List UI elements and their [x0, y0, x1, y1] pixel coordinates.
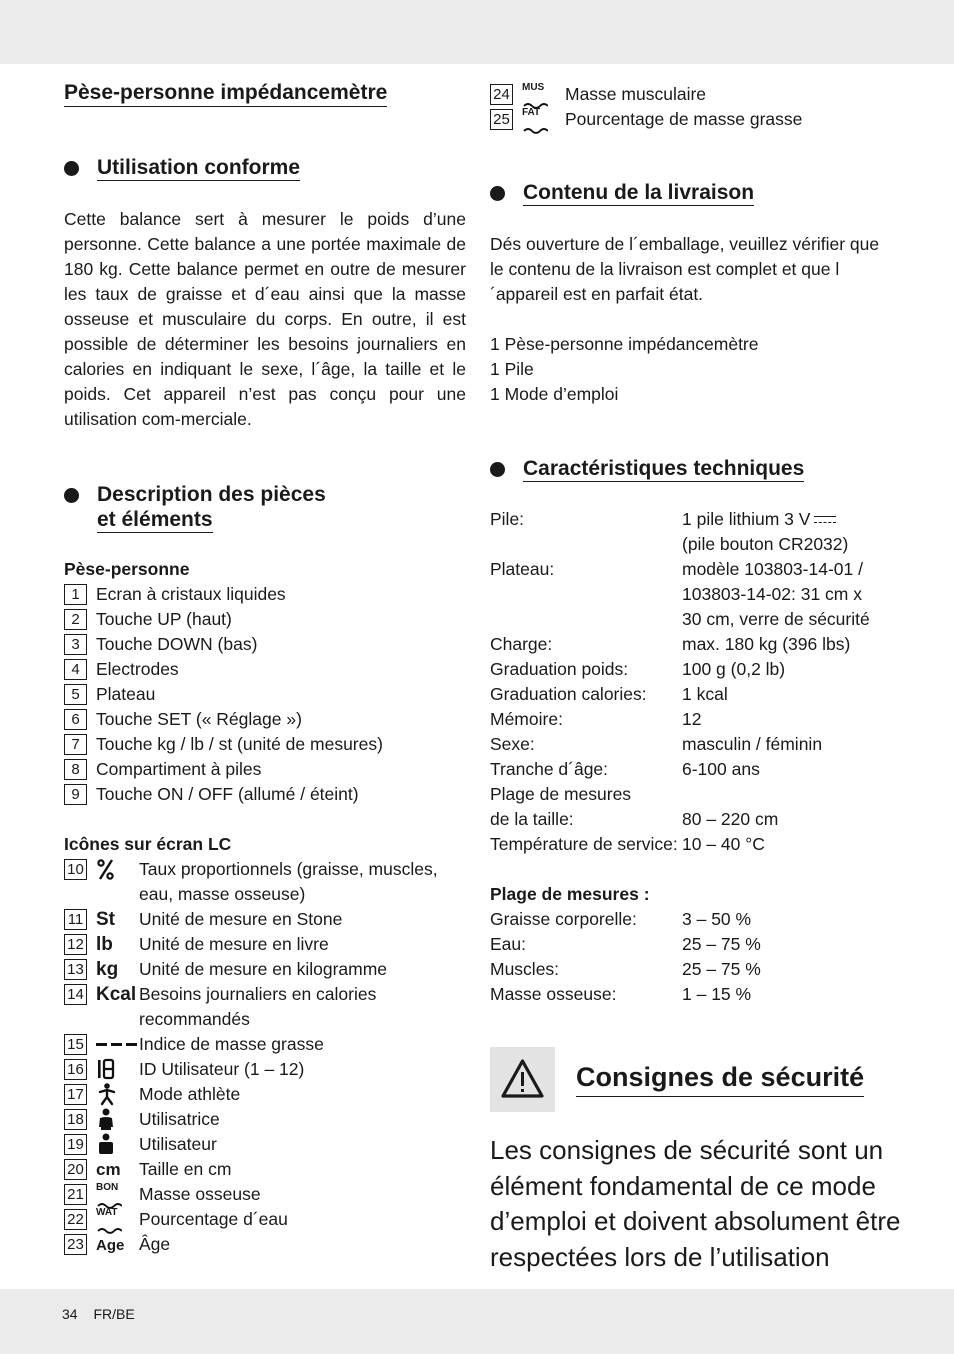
athlete-icon	[87, 1082, 139, 1107]
item-number: 12	[64, 934, 87, 955]
spec-row	[490, 957, 890, 982]
item-number: 16	[64, 1059, 87, 1080]
spec-row	[490, 582, 890, 607]
spec-key: Tranche d´âge:	[490, 759, 609, 779]
spec-key: Muscles:	[490, 959, 560, 979]
spec-key	[490, 582, 682, 607]
item-number: 2	[64, 609, 87, 630]
item-number: 5	[64, 684, 87, 705]
item-label: Unité de mesure en kilogramme	[139, 959, 388, 979]
spec-value: 100 g (0,2 lb)	[682, 659, 786, 679]
spec-key: Graisse corporelle:	[490, 909, 637, 929]
list-item	[64, 582, 466, 607]
item-number: 19	[64, 1134, 87, 1155]
percent-icon	[87, 857, 139, 882]
list-item	[64, 1057, 466, 1082]
lb-icon: lb	[96, 934, 113, 955]
icons-list-continued	[490, 82, 890, 132]
item-label: Pourcentage de masse grasse	[565, 109, 803, 129]
mus-icon: MUS	[513, 82, 565, 107]
bon-icon: BON	[87, 1182, 139, 1207]
item-label: Touche UP (haut)	[96, 609, 232, 629]
item-number: 23	[64, 1234, 87, 1255]
spec-key: Graduation poids:	[490, 659, 629, 679]
list-item	[64, 932, 466, 957]
section-heading-specs: Caractéristiques techniques	[490, 456, 890, 482]
item-number: 13	[64, 959, 87, 980]
item-label: Utilisatrice	[139, 1109, 220, 1129]
bullet-icon	[490, 462, 505, 477]
spec-value: 30 cm, verre de sécurité	[682, 609, 870, 629]
item-label: Indice de masse grasse	[139, 1034, 324, 1054]
safety-heading: Consignes de sécurité	[576, 1058, 864, 1097]
ranges-subheading: Plage de mesures :	[490, 884, 650, 904]
specs-table	[490, 507, 890, 857]
item-number: 22	[64, 1209, 87, 1230]
spec-key: Mémoire:	[490, 709, 563, 729]
spec-value: max. 180 kg (396 lbs)	[682, 634, 851, 654]
item-number: 24	[490, 84, 513, 105]
item-label: Compartiment à piles	[96, 759, 262, 779]
spec-key: Plage de mesures	[490, 784, 632, 804]
item-number: 10	[64, 859, 87, 880]
spec-value: 25 – 75 %	[682, 959, 761, 979]
list-item	[64, 607, 466, 632]
spec-value: 25 – 75 %	[682, 934, 761, 954]
wat-icon: WAT	[87, 1207, 139, 1232]
user-id-icon	[87, 1057, 139, 1082]
parts-subheading: Pèse-personne	[64, 559, 190, 579]
kg-icon: kg	[96, 959, 119, 980]
spec-value: masculin / féminin	[682, 734, 823, 754]
safety-intro: Les consignes de sécurité sont un élément fondamental de ce mode d’emploi et doivent absolument être respectées lors de l’utilisation	[490, 1135, 901, 1272]
spec-value: 80 – 220 cm	[682, 809, 779, 829]
spec-row	[490, 682, 890, 707]
delivery-text: Dés ouverture de l´emballage, veuillez vérifier que le contenu de la livraison est complet et que l´appareil est en parfait état.	[490, 234, 880, 304]
list-item	[64, 1107, 466, 1132]
list-item	[490, 107, 890, 132]
spec-row	[490, 982, 890, 1007]
kcal-icon: Kcal	[96, 984, 137, 1005]
item-number: 3	[64, 634, 87, 655]
item-number: 7	[64, 734, 87, 755]
spec-key: Eau:	[490, 934, 526, 954]
spec-row	[490, 832, 890, 857]
spec-row	[490, 932, 890, 957]
spec-row	[490, 782, 890, 807]
spec-key	[490, 532, 682, 557]
item-number: 17	[64, 1084, 87, 1105]
spec-key: de la taille:	[490, 809, 574, 829]
age-icon: Age	[96, 1237, 125, 1254]
list-item	[64, 782, 466, 807]
list-item	[64, 907, 466, 932]
list-item	[64, 682, 466, 707]
spec-key: Température de service:	[490, 834, 678, 854]
item-number: 1	[64, 584, 87, 605]
item-label: Touche SET (« Réglage »)	[96, 709, 302, 729]
cm-icon: cm	[96, 1160, 121, 1179]
item-number: 9	[64, 784, 87, 805]
spec-key: Sexe:	[490, 734, 535, 754]
male-icon	[87, 1132, 139, 1157]
item-label: Masse musculaire	[565, 84, 707, 104]
list-item	[64, 1157, 466, 1182]
warning-icon-box	[490, 1047, 555, 1112]
ranges-table	[490, 907, 890, 1007]
item-number: 21	[64, 1184, 87, 1205]
bullet-icon	[490, 186, 505, 201]
spec-value: 10 – 40 °C	[682, 834, 765, 854]
list-item	[64, 632, 466, 657]
item-number: 20	[64, 1159, 87, 1180]
item-number: 4	[64, 659, 87, 680]
left-column	[64, 80, 466, 1257]
spec-value: 3 – 50 %	[682, 909, 752, 929]
spec-row	[490, 507, 890, 532]
item-number: 8	[64, 759, 87, 780]
item-label: Utilisateur	[139, 1134, 217, 1154]
list-item	[64, 1182, 466, 1207]
spec-row	[490, 757, 890, 782]
delivery-list	[490, 332, 890, 407]
spec-value: 1 – 15 %	[682, 984, 752, 1004]
dc-symbol-icon	[814, 516, 836, 524]
parts-list	[64, 582, 466, 807]
st-icon: St	[96, 909, 115, 930]
list-item	[64, 1232, 466, 1257]
item-number: 18	[64, 1109, 87, 1130]
item-label: Plateau	[96, 684, 156, 704]
warning-icon	[490, 1047, 555, 1112]
spec-key: Masse osseuse:	[490, 984, 617, 1004]
section-heading-usage: Utilisation conforme	[64, 155, 466, 181]
list-item	[490, 82, 890, 107]
top-band	[0, 0, 954, 64]
list-item	[64, 657, 466, 682]
spec-row	[490, 632, 890, 657]
list-item	[64, 757, 466, 782]
item-label: Taux proportionnels (graisse, muscles, eau, masse osseuse)	[139, 859, 438, 904]
list-item	[64, 1207, 466, 1232]
item-label: Touche DOWN (bas)	[96, 634, 258, 654]
icons-list	[64, 857, 466, 1257]
spec-value: 103803-14-02: 31 cm x	[682, 584, 862, 604]
delivery-item: 1 Mode d’emploi	[490, 384, 619, 404]
list-item	[64, 1132, 466, 1157]
spec-value: 12	[682, 709, 702, 729]
spec-key: Graduation calories:	[490, 684, 647, 704]
spec-row	[490, 907, 890, 932]
spec-value	[682, 782, 890, 807]
spec-value: modèle 103803-14-01 /	[682, 559, 863, 579]
usage-text: Cette balance sert à mesurer le poids d’une personne. Cette balance a une portée maximale de 180 kg. Cette balance permet en outre de mesurer les taux de graisse et d´eau ainsi que la masse osseuse et musculaire du corps. En outre, il est possible de déterminer les besoins journaliers en calories en indiquant le sexe, l´âge, la taille et le poids. Cet appareil n’est pas conçu pour une utilisation com-merciale.	[64, 209, 466, 429]
spec-row	[490, 607, 890, 632]
fat-icon: FAT	[513, 107, 565, 132]
spec-value: 6-100 ans	[682, 759, 760, 779]
bullet-icon	[64, 488, 79, 503]
item-label: Touche ON / OFF (allumé / éteint)	[96, 784, 359, 804]
spec-key	[490, 607, 682, 632]
language-code: FR/BE	[93, 1306, 135, 1322]
list-item	[64, 732, 466, 757]
spec-key: Pile:	[490, 509, 525, 529]
section-heading-parts: Description des pièces et éléments	[64, 482, 466, 533]
list-item	[64, 1032, 466, 1057]
spec-row	[490, 707, 890, 732]
item-label: Electrodes	[96, 659, 179, 679]
item-label: Masse osseuse	[139, 1184, 261, 1204]
item-label: ID Utilisateur (1 – 12)	[139, 1059, 305, 1079]
page-number: 34	[62, 1306, 78, 1322]
spec-key: Plateau:	[490, 559, 555, 579]
dashes-icon	[87, 1032, 139, 1057]
item-label: Ecran à cristaux liquides	[96, 584, 286, 604]
list-item	[64, 957, 466, 982]
list-item	[64, 857, 466, 907]
icons-subheading: Icônes sur écran LC	[64, 834, 232, 854]
footer	[62, 1306, 147, 1322]
female-icon	[87, 1107, 139, 1132]
item-label: Mode athlète	[139, 1084, 241, 1104]
item-number: 14	[64, 984, 87, 1005]
item-label: Pourcentage d´eau	[139, 1209, 288, 1229]
item-label: Besoins journaliers en calories recommandés	[139, 984, 377, 1029]
spec-key: Charge:	[490, 634, 553, 654]
delivery-item: 1 Pèse-personne impédancemètre	[490, 334, 759, 354]
item-label: Touche kg / lb / st (unité de mesures)	[96, 734, 383, 754]
right-column	[490, 82, 890, 1007]
spec-value: 1 kcal	[682, 684, 728, 704]
item-label: Unité de mesure en livre	[139, 934, 329, 954]
spec-row	[490, 557, 890, 582]
item-number: 15	[64, 1034, 87, 1055]
spec-row	[490, 532, 890, 557]
spec-row	[490, 732, 890, 757]
item-number: 11	[64, 909, 87, 930]
item-label: Taille en cm	[139, 1159, 232, 1179]
spec-row	[490, 657, 890, 682]
section-heading-delivery: Contenu de la livraison	[490, 180, 890, 206]
item-number: 6	[64, 709, 87, 730]
item-label: Unité de mesure en Stone	[139, 909, 343, 929]
list-item	[64, 707, 466, 732]
spec-value: (pile bouton CR2032)	[682, 534, 849, 554]
delivery-item: 1 Pile	[490, 359, 534, 379]
spec-row	[490, 807, 890, 832]
item-number: 25	[490, 109, 513, 130]
list-item	[64, 982, 466, 1032]
spec-value: 1 pile lithium 3 V	[682, 507, 890, 532]
page-title: Pèse-personne impédancemètre	[64, 80, 387, 107]
list-item	[64, 1082, 466, 1107]
bullet-icon	[64, 161, 79, 176]
item-label: Âge	[139, 1234, 171, 1254]
